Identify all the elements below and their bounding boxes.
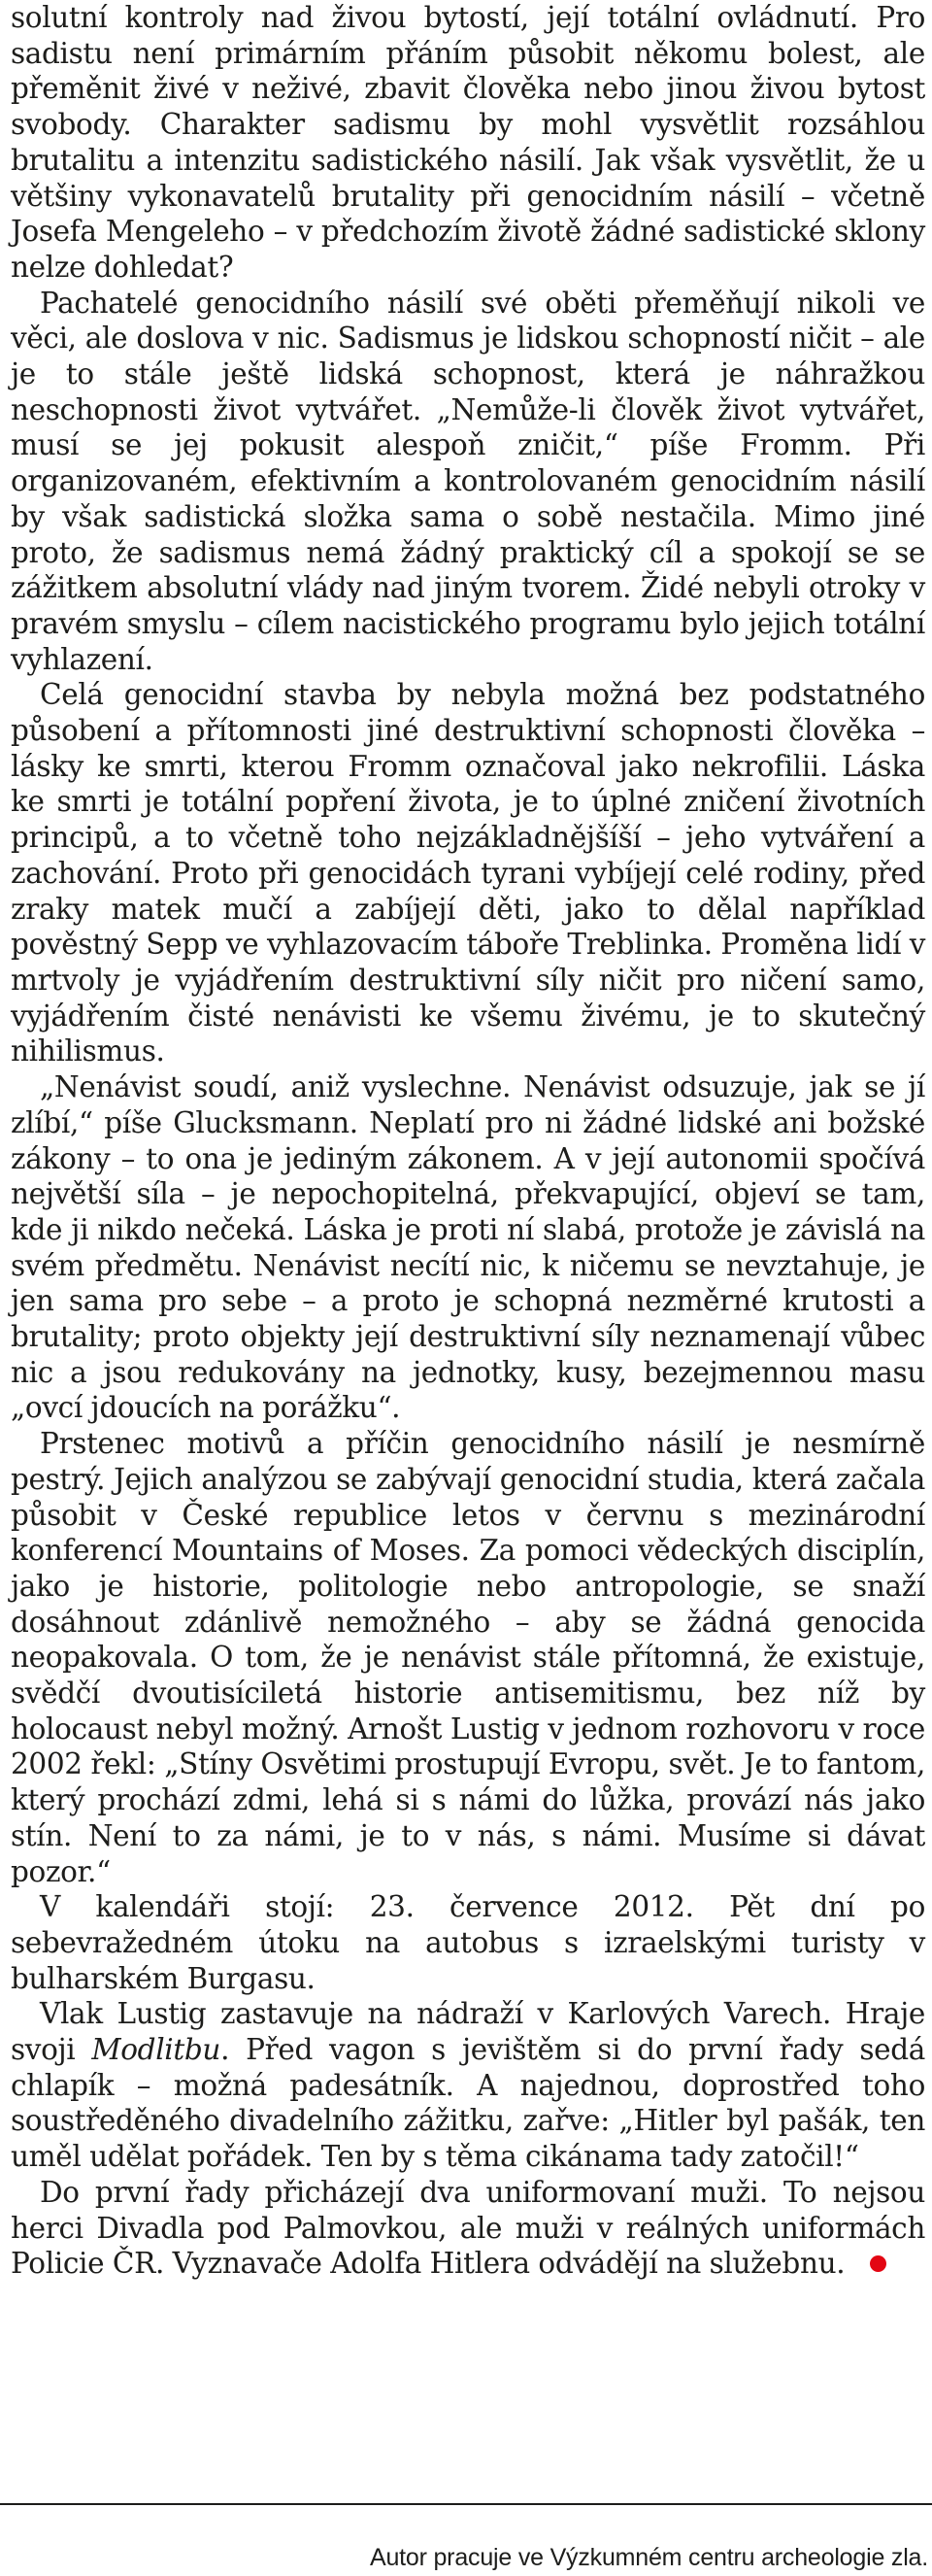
paragraph: solutní kontroly nad živou bytostí, její totální ovládnutí. Pro sadistu není primárním přáním působit někomu bolest, ale přeměnit živé v neživé, zbavit člověka nebo jinou živou bytost svobody. Charakter sadismu by mohl vysvětlit rozsáhlou brutalitu a intenzitu sadistického násilí. Jak však vysvětlit, že u většiny vykonavatelů brutality při genocidním násilí – včetně Josefa Mengeleho – v předchozím životě žádné sadistické sklony nelze dohledat? [11,1,925,284]
paragraph [11,1996,925,2175]
article-body [11,0,925,2282]
footnote-divider [0,2503,932,2505]
paragraph-text: Vlak Lustig zastavuje na nádraží v Karlových Varech. Hraje svoji [11,1997,925,2067]
paragraph: Celá genocidní stavba by nebyla možná bez podstatného působení a přítomnosti jiné destruktivní schopnosti člověka – lásky ke smrti, kterou Fromm označoval jako nekrofilii. Láska ke smrti je totální popření života, je to úplné zničení životních principů, a to včetně toho nejzákladnějšíší – jeho vytváření a zachování. Proto při genocidách tyrani vybíjejí celé rodiny, před zraky matek mučí a zabíjejí děti, jako to dělal například pověstný Sepp ve vyhlazovacím táboře Treblinka. Proměna lidí v mrtvoly je vyjádřením destruktivní síly ničit pro ničení samo, vyjádřením čisté nenávisti ke všemu živému, je to skutečný nihilismus. [11,678,926,1068]
paragraph: „Nenávist soudí, aniž vyslechne. Nenávist odsuzuje, jak se jí zlíbí,“ píše Glucksmann. Neplatí pro ni žádné lidské ani božské zákony – to ona je jediným zákonem. A v její autonomii spočívá největší síla – je nepochopitelná, překvapující, objeví se tam, kde ji nikdo nečeká. Láska je proti ní slabá, protože je závislá na svém předmětu. Nenávist necítí nic, k ničemu se nevztahuje, je jen sama pro sebe – a proto je schopná nezměrné krutosti a brutality; proto objekty její destruktivní síly neznamenají vůbec nic a jsou redukovány na jednotky, kusy, bezejmennou masu „ovcí jdoucích na porážku“. [11,1070,925,1425]
paragraph-text: Do první řady přicházejí dva uniformovaní muži. To nejsou herci Divadla pod Palmovkou, ale muži v reálných uniformách Policie ČR. Vyznavače Adolfa Hitlera odvádějí na služebnu. [11,2175,925,2281]
play-title: Modlitbu [91,2033,221,2067]
paragraph: V kalendáři stojí: 23. července 2012. Pět dní po sebevražedném útoku na autobus s izraelskými turisty v bulharském Burgasu. [11,1890,925,1995]
paragraph: Pachatelé genocidního násilí své oběti přeměňují nikoli ve věci, ale doslova v nic. Sadismus je lidskou schopností ničit – ale je to stále ještě lidská schopnost, která je náhražkou neschopnosti život vytvářet. „Nemůže-li člověk život vytvářet, musí se jej pokusit alespoň zničit,“ píše Fromm. Při organizovaném, efektivním a kontrolovaném genocidním násilí by však sadistická složka sama o sobě nestačila. Mimo jiné proto, že sadismus nemá žádný praktický cíl a spokojí se se zážitkem absolutní vlády nad jiným tvorem. Židé nebyli otroky v pravém smyslu – cílem nacistického programu bylo jejich totální vyhlazení. [11,286,925,676]
paragraph [11,2175,925,2282]
paragraph: Prstenec motivů a příčin genocidního násilí je nesmírně pestrý. Jejich analýzou se zabývají genocidní studia, která začala působit v České republice letos v červnu s mezinárodní konferencí Mountains of Moses. Za pomoci vědeckých disciplín, jako je historie, politologie nebo antropologie, se snaží dosáhnout zdánlivě nemožného – aby se žádná genocida neopakovala. O tom, že je nenávist stále přítomná, že existuje, svědčí dvoutisíciletá historie antisemitismu, bez níž by holocaust nebyl možný. Arnošt Lustig v jednom rozhovoru v roce 2002 řekl: „Stíny Osvětimi prostupují Evropu, svět. Je to fantom, který prochází zdmi, lehá si s námi do lůžka, provází nás jako stín. Není to za námi, je to v nás, s námi. Musíme si dávat pozor.“ [11,1427,925,1888]
paragraph-text: . Před vagon s jevištěm si do první řady sedá chlapík – možná padesátník. A najednou, doprostřed toho soustředěného divadelního zážitku, zařve: „Hitler byl pašák, ten uměl udělat pořádek. Ten by s těma cikánama tady zatočil!“ [11,2033,925,2174]
author-note: Autor pracuje ve Výzkumném centru archeologie zla. [369,2544,928,2571]
end-of-article-dot-icon [870,2255,886,2272]
